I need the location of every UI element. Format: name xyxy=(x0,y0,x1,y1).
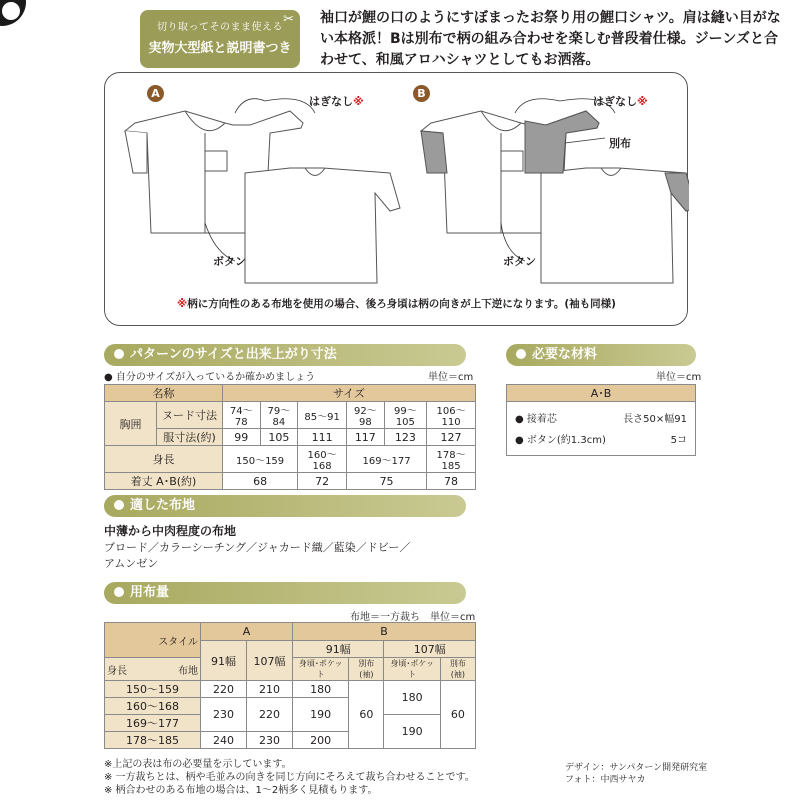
fabric-line1: ブロード／カラーシーチング／ジャカード織／藍染／ドビー／ xyxy=(104,541,411,554)
nude-2: 85〜91 xyxy=(298,402,347,429)
amount-unit: 布地＝一方裁ち 単位＝cm xyxy=(350,612,476,623)
note-3: ※ 柄合わせのある布地の場合は、1〜2柄多く見積もります。 xyxy=(104,785,378,796)
pattern-badge xyxy=(140,10,300,68)
badge-line1: 切り取ってそのまま使える xyxy=(157,22,283,33)
clothes-label: 服寸法(約) xyxy=(157,429,223,446)
length-3: 78 xyxy=(427,473,476,490)
label-a: A xyxy=(147,85,164,102)
b107body-0: 180 xyxy=(384,681,440,715)
length-0: 68 xyxy=(223,473,298,490)
fabric-subtitle: 中薄から中肉程度の布地 xyxy=(104,524,237,538)
b91sleeve: 60 xyxy=(349,681,384,749)
badge-line2: 実物大型紙と説明書つき xyxy=(148,41,292,56)
clothes-0: 99 xyxy=(223,429,261,446)
style-b: B xyxy=(293,623,476,641)
b107sleeve: 60 xyxy=(440,681,475,749)
button-label-a: ボタン xyxy=(213,255,246,268)
b91body-1: 190 xyxy=(293,698,349,732)
length-1: 72 xyxy=(298,473,347,490)
hagi-label-a: はぎなし※ xyxy=(309,95,364,108)
height-0: 150〜159 xyxy=(223,446,298,473)
clothes-4: 123 xyxy=(384,429,427,446)
length-2: 75 xyxy=(347,473,427,490)
illustration-panel xyxy=(104,72,688,326)
a107-0: 210 xyxy=(247,681,293,698)
size-unit: 単位＝cm xyxy=(428,372,474,383)
b91body-2: 200 xyxy=(293,732,349,749)
height-label: 身長 xyxy=(105,446,223,473)
size-table xyxy=(104,384,476,490)
nude-3: 92〜98 xyxy=(347,402,385,429)
clothes-3: 117 xyxy=(347,429,385,446)
logo xyxy=(0,0,26,26)
intro-text: 袖口が鯉の口のようにすぼまったお祭り用の鯉口シャツ。肩は縫い目がない本格派！Bは別布で柄の組み合わせを楽しむ普段着仕様。ジーンズと合わせて、和風アロハシャツとしてもお洒落。 xyxy=(320,10,781,68)
nude-5: 106〜110 xyxy=(427,402,476,429)
nude-4: 99〜105 xyxy=(384,402,427,429)
fabric-section-header: 適した布地 xyxy=(104,495,466,517)
height-3: 178〜185 xyxy=(427,446,476,473)
fabric-line2: アムンゼン xyxy=(104,557,159,570)
materials-unit: 単位＝cm xyxy=(656,372,702,383)
a-w107: 107幅 xyxy=(247,641,293,681)
clothes-1: 105 xyxy=(260,429,298,446)
material-item-1: ● 接着芯 長さ50×幅91 xyxy=(515,414,687,425)
amount-table xyxy=(104,622,476,749)
a107-2: 230 xyxy=(247,732,293,749)
material-item-2: ● ボタン(約1.3cm) 5コ xyxy=(515,435,687,446)
materials-col: A･B xyxy=(507,385,695,402)
b-w107: 107幅 xyxy=(384,641,476,658)
a91-2: 240 xyxy=(201,732,247,749)
note-1: ※上記の表は布の必要量を示しています。 xyxy=(104,759,292,770)
b107body-1: 190 xyxy=(384,715,440,749)
shirt-illustration xyxy=(105,73,689,327)
credits xyxy=(565,762,707,786)
length-label: 着丈 A･B(約) xyxy=(105,473,223,490)
chest-label: 胸囲 xyxy=(105,402,157,446)
label-b: B xyxy=(413,85,430,102)
amount-section-header: 用布量 xyxy=(104,582,466,604)
amount-notes xyxy=(104,758,475,797)
h-1: 160〜168 xyxy=(105,698,201,715)
scissors-icon: ✂ xyxy=(283,12,294,27)
betsufu-label: 別布 xyxy=(609,137,631,150)
size-subtitle: ● 自分のサイズが入っているか確かめましょう xyxy=(104,372,316,383)
hagi-label-b: はぎなし※ xyxy=(593,95,648,108)
h-2: 169〜177 xyxy=(105,715,201,732)
clothes-5: 127 xyxy=(427,429,476,446)
b91body-0: 180 xyxy=(293,681,349,698)
col-size: サイズ xyxy=(223,385,476,402)
materials-box xyxy=(506,384,696,456)
nude-label: ヌード寸法 xyxy=(157,402,223,429)
nude-0: 74〜78 xyxy=(223,402,261,429)
b107-body: 身頃･ポケット xyxy=(384,658,440,681)
materials-section-header: 必要な材料 xyxy=(506,344,696,366)
style-label: スタイル xyxy=(105,623,201,658)
a-w91: 91幅 xyxy=(201,641,247,681)
h-0: 150〜159 xyxy=(105,681,201,698)
credit-design: デザイン：サンパターン開発研究室 xyxy=(565,763,708,773)
b-w91: 91幅 xyxy=(293,641,384,658)
a91-1: 230 xyxy=(201,698,247,732)
b91-sleeve: 別布(袖) xyxy=(349,658,384,681)
col-name: 名称 xyxy=(105,385,223,402)
a107-1: 220 xyxy=(247,698,293,732)
style-a: A xyxy=(201,623,293,641)
height-label-amount: 身長 布地 xyxy=(105,658,201,681)
a91-0: 220 xyxy=(201,681,247,698)
illustration-note: ※柄に方向性のある布地を使用の場合、後ろ身頃は柄の向きが上下逆になります。(袖も同様) xyxy=(177,298,616,310)
h-3: 178〜185 xyxy=(105,732,201,749)
b107-sleeve: 別布(袖) xyxy=(440,658,475,681)
height-1: 160〜168 xyxy=(298,446,347,473)
clothes-2: 111 xyxy=(298,429,347,446)
nude-1: 79〜84 xyxy=(260,402,298,429)
button-label-b: ボタン xyxy=(503,255,536,268)
b91-body: 身頃･ポケット xyxy=(293,658,349,681)
credit-photo: フォト：中西サヤカ xyxy=(565,775,646,785)
size-section-header: パターンのサイズと出来上がり寸法 xyxy=(104,344,466,366)
height-2: 169〜177 xyxy=(347,446,427,473)
note-2: ※ 一方裁ちとは、柄や毛並みの向きを同じ方向にそろえて裁ち合わせることです。 xyxy=(104,772,475,783)
